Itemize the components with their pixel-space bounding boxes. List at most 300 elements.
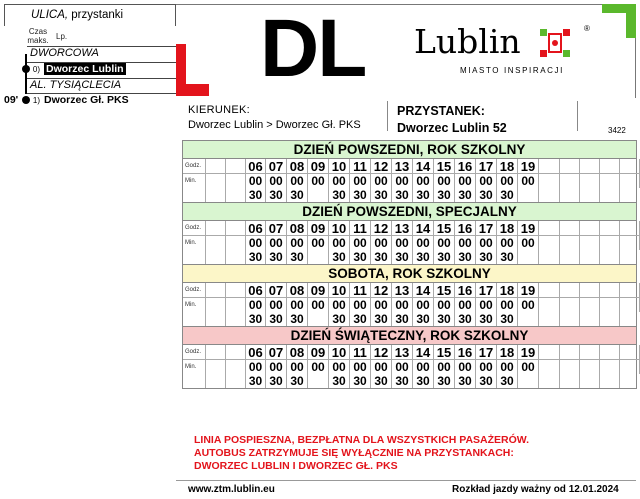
minute-cell: 30 xyxy=(287,374,308,388)
empty-cell xyxy=(539,236,560,250)
stop-label: PRZYSTANEK: xyxy=(397,104,485,118)
hour-cell: 12 xyxy=(371,345,392,360)
hour-cell: 13 xyxy=(392,159,413,174)
minute-cell: 00 xyxy=(371,298,392,312)
minute-cell: 00 xyxy=(308,174,329,188)
minute-cell: 30 xyxy=(371,188,392,202)
minute-cell: 00 xyxy=(476,174,497,188)
timetable-grid xyxy=(183,159,636,202)
minute-cell: 00 xyxy=(455,298,476,312)
empty-cell xyxy=(600,236,620,250)
empty-cell xyxy=(539,283,560,298)
validity-date: Rozkład jazdy ważny od 12.01.2024 xyxy=(452,484,619,495)
minute-cell: 30 xyxy=(497,374,518,388)
empty-cell xyxy=(226,188,246,202)
hour-cell: 06 xyxy=(246,283,266,298)
empty-cell xyxy=(183,250,206,264)
minute-cell: 00 xyxy=(350,298,371,312)
minute-cell: 00 xyxy=(266,360,287,374)
minute-cell: 30 xyxy=(350,250,371,264)
route-header-street: ULICA, xyxy=(31,9,69,21)
hour-cell: 09 xyxy=(308,345,329,360)
minute-cell: 00 xyxy=(434,360,455,374)
minute-cell: 00 xyxy=(476,298,497,312)
logo-subtitle: MIASTO INSPIRACJI xyxy=(460,66,564,75)
minute-cell: 00 xyxy=(518,360,539,374)
minute-cell: 00 xyxy=(287,298,308,312)
hour-cell: 12 xyxy=(371,159,392,174)
hour-cell: 17 xyxy=(476,345,497,360)
minute-cell: 30 xyxy=(455,374,476,388)
timetable-title: DZIEŃ ŚWIĄTECZNY, ROK SZKOLNY xyxy=(183,327,636,345)
empty-cell xyxy=(580,298,600,312)
minute-cell: 30 xyxy=(455,312,476,326)
empty-cell xyxy=(620,312,640,326)
minute-cell: 00 xyxy=(308,298,329,312)
lublin-logo xyxy=(414,22,594,80)
minute-cell: 00 xyxy=(413,236,434,250)
empty-cell xyxy=(560,360,580,374)
minute-cell: 00 xyxy=(476,360,497,374)
stop-name: Dworzec Gł. PKS xyxy=(44,94,129,106)
minute-cell: 00 xyxy=(371,360,392,374)
minute-cell: 30 xyxy=(392,250,413,264)
route-header-stops: przystanki xyxy=(71,9,124,21)
empty-cell xyxy=(600,250,620,264)
minute-cell: 00 xyxy=(350,236,371,250)
empty-cell xyxy=(206,298,226,312)
minutes-label: Min. xyxy=(183,298,206,312)
empty-cell xyxy=(600,312,620,326)
minute-cell: 00 xyxy=(455,236,476,250)
empty-cell xyxy=(539,159,560,174)
crest-icon xyxy=(538,28,572,58)
empty-cell xyxy=(580,374,600,388)
minute-cell: 00 xyxy=(518,174,539,188)
hours-label: Godz. xyxy=(183,221,206,236)
hour-cell: 06 xyxy=(246,159,266,174)
empty-cell xyxy=(580,159,600,174)
hour-cell: 13 xyxy=(392,221,413,236)
minute-cell: 00 xyxy=(266,298,287,312)
minute-cell: 30 xyxy=(329,374,350,388)
minute-cell xyxy=(308,250,329,264)
empty-cell xyxy=(206,283,226,298)
minute-cell: 00 xyxy=(329,298,350,312)
hour-cell: 19 xyxy=(518,221,539,236)
note-line: LINIA POSPIESZNA, BEZPŁATNA DLA WSZYSTKICH PASAŻERÓW. xyxy=(194,434,530,446)
hour-cell: 13 xyxy=(392,283,413,298)
empty-cell xyxy=(206,374,226,388)
hour-cell: 10 xyxy=(329,345,350,360)
minute-cell: 30 xyxy=(497,250,518,264)
minute-cell: 00 xyxy=(371,174,392,188)
empty-cell xyxy=(600,174,620,188)
minute-cell: 30 xyxy=(413,250,434,264)
hour-cell: 08 xyxy=(287,283,308,298)
hour-cell: 17 xyxy=(476,221,497,236)
minute-cell: 30 xyxy=(266,374,287,388)
hour-cell: 18 xyxy=(497,159,518,174)
hour-cell: 13 xyxy=(392,345,413,360)
empty-cell xyxy=(560,298,580,312)
street-name: AL. TYSIĄCLECIA xyxy=(30,79,122,91)
empty-cell xyxy=(560,188,580,202)
minute-cell: 00 xyxy=(266,174,287,188)
hour-cell: 08 xyxy=(287,221,308,236)
minute-cell: 00 xyxy=(287,360,308,374)
hour-cell: 16 xyxy=(455,345,476,360)
column-lp-label: Lp. xyxy=(56,32,68,41)
hour-cell: 12 xyxy=(371,221,392,236)
empty-cell xyxy=(620,159,640,174)
divider xyxy=(387,101,388,131)
minute-cell: 30 xyxy=(266,312,287,326)
website-link[interactable]: www.ztm.lublin.eu xyxy=(188,484,275,495)
street-name: DWORCOWA xyxy=(30,47,99,59)
empty-cell xyxy=(620,174,640,188)
empty-cell xyxy=(539,360,560,374)
minute-cell: 30 xyxy=(329,188,350,202)
minute-cell: 00 xyxy=(434,236,455,250)
logo-word: Lublin xyxy=(414,22,521,61)
minute-cell: 00 xyxy=(518,298,539,312)
minute-cell: 30 xyxy=(434,374,455,388)
timetable-grid xyxy=(183,345,636,388)
note-line: DWORZEC LUBLIN I DWORZEC GŁ. PKS xyxy=(194,460,398,472)
minute-cell: 30 xyxy=(392,312,413,326)
divider xyxy=(577,101,578,131)
empty-cell xyxy=(206,312,226,326)
minute-cell xyxy=(308,312,329,326)
minute-cell: 30 xyxy=(413,374,434,388)
minute-cell: 30 xyxy=(246,312,266,326)
minute-cell: 30 xyxy=(392,374,413,388)
hour-cell: 18 xyxy=(497,221,518,236)
empty-cell xyxy=(226,312,246,326)
stop-time: 09' xyxy=(4,94,19,106)
hour-cell: 10 xyxy=(329,221,350,236)
minute-cell: 30 xyxy=(434,312,455,326)
hour-cell: 09 xyxy=(308,283,329,298)
route-notes xyxy=(194,434,529,473)
line-number: DL xyxy=(260,3,366,94)
empty-cell xyxy=(560,345,580,360)
minute-cell: 30 xyxy=(246,188,266,202)
footer-divider xyxy=(176,480,636,481)
minute-cell xyxy=(308,188,329,202)
hour-cell: 16 xyxy=(455,283,476,298)
hour-cell: 16 xyxy=(455,159,476,174)
empty-cell xyxy=(620,298,640,312)
minutes-label: Min. xyxy=(183,236,206,250)
empty-cell xyxy=(226,345,246,360)
hour-cell: 11 xyxy=(350,221,371,236)
column-time-label-2: maks. xyxy=(27,36,49,45)
hour-cell: 06 xyxy=(246,221,266,236)
empty-cell xyxy=(600,221,620,236)
minute-cell: 00 xyxy=(266,236,287,250)
minute-cell xyxy=(518,374,539,388)
empty-cell xyxy=(580,221,600,236)
empty-cell xyxy=(620,374,640,388)
note-line: AUTOBUS ZATRZYMUJE SIĘ WYŁĄCZNIE NA PRZYSTANKACH: xyxy=(194,447,514,459)
minute-cell: 30 xyxy=(455,250,476,264)
empty-cell xyxy=(580,236,600,250)
minute-cell: 30 xyxy=(266,188,287,202)
minute-cell: 30 xyxy=(497,312,518,326)
hour-cell: 18 xyxy=(497,345,518,360)
hour-cell: 15 xyxy=(434,345,455,360)
minute-cell: 30 xyxy=(350,188,371,202)
empty-cell xyxy=(206,221,226,236)
minute-cell: 00 xyxy=(308,360,329,374)
minute-cell: 30 xyxy=(329,312,350,326)
minute-cell: 30 xyxy=(476,188,497,202)
minute-cell: 00 xyxy=(308,236,329,250)
minute-cell: 30 xyxy=(476,312,497,326)
empty-cell xyxy=(206,188,226,202)
minute-cell: 00 xyxy=(476,236,497,250)
empty-cell xyxy=(539,374,560,388)
empty-cell xyxy=(206,345,226,360)
route-panel xyxy=(4,4,176,108)
hour-cell: 14 xyxy=(413,345,434,360)
empty-cell xyxy=(226,374,246,388)
minute-cell: 30 xyxy=(287,312,308,326)
minute-cell: 30 xyxy=(329,250,350,264)
hour-cell: 07 xyxy=(266,283,287,298)
empty-cell xyxy=(183,188,206,202)
minute-cell: 00 xyxy=(350,360,371,374)
hour-cell: 14 xyxy=(413,283,434,298)
minute-cell: 30 xyxy=(287,250,308,264)
minute-cell: 30 xyxy=(392,188,413,202)
minute-cell: 00 xyxy=(413,174,434,188)
hour-cell: 09 xyxy=(308,221,329,236)
minute-cell: 30 xyxy=(413,312,434,326)
minute-cell: 00 xyxy=(350,174,371,188)
hour-cell: 08 xyxy=(287,159,308,174)
minute-cell: 30 xyxy=(434,188,455,202)
minute-cell: 00 xyxy=(287,174,308,188)
hour-cell: 11 xyxy=(350,283,371,298)
empty-cell xyxy=(539,174,560,188)
empty-cell xyxy=(600,188,620,202)
empty-cell xyxy=(206,159,226,174)
empty-cell xyxy=(539,221,560,236)
empty-cell xyxy=(580,283,600,298)
minute-cell: 00 xyxy=(246,174,266,188)
minutes-label: Min. xyxy=(183,360,206,374)
empty-cell xyxy=(620,236,640,250)
minute-cell: 00 xyxy=(497,298,518,312)
timetable-section xyxy=(182,202,637,264)
minute-cell: 30 xyxy=(266,250,287,264)
logo-registered-mark: ® xyxy=(584,24,590,33)
hours-label: Godz. xyxy=(183,283,206,298)
empty-cell xyxy=(600,159,620,174)
stop-name: Dworzec Lublin xyxy=(46,63,124,75)
empty-cell xyxy=(580,360,600,374)
minute-cell: 30 xyxy=(246,374,266,388)
empty-cell xyxy=(620,250,640,264)
minute-cell: 00 xyxy=(287,236,308,250)
empty-cell xyxy=(560,221,580,236)
empty-cell xyxy=(560,174,580,188)
hour-cell: 19 xyxy=(518,283,539,298)
column-time-label-1: Czas xyxy=(28,27,48,36)
route-stop[interactable] xyxy=(4,94,129,106)
timetable-grid xyxy=(183,283,636,326)
empty-cell xyxy=(206,360,226,374)
empty-cell xyxy=(226,360,246,374)
stop-lp: 1) xyxy=(32,96,40,105)
hour-cell: 17 xyxy=(476,159,497,174)
empty-cell xyxy=(539,188,560,202)
minute-cell: 30 xyxy=(287,188,308,202)
empty-cell xyxy=(206,236,226,250)
route-header xyxy=(4,4,176,26)
hour-cell: 07 xyxy=(266,221,287,236)
minute-cell: 00 xyxy=(455,174,476,188)
minute-cell: 30 xyxy=(413,188,434,202)
empty-cell xyxy=(620,188,640,202)
minute-cell: 00 xyxy=(518,236,539,250)
hours-label: Godz. xyxy=(183,159,206,174)
stop-code: 3422 xyxy=(608,126,626,135)
hour-cell: 17 xyxy=(476,283,497,298)
hour-cell: 18 xyxy=(497,283,518,298)
empty-cell xyxy=(620,221,640,236)
hour-cell: 14 xyxy=(413,159,434,174)
minute-cell: 00 xyxy=(329,360,350,374)
direction-value: Dworzec Lublin > Dworzec Gł. PKS xyxy=(188,119,361,131)
minute-cell: 00 xyxy=(246,360,266,374)
hour-cell: 12 xyxy=(371,283,392,298)
minute-cell: 30 xyxy=(476,374,497,388)
timetable-grid xyxy=(183,221,636,264)
empty-cell xyxy=(560,283,580,298)
hour-cell: 11 xyxy=(350,345,371,360)
minute-cell: 00 xyxy=(329,174,350,188)
minute-cell: 00 xyxy=(246,236,266,250)
minute-cell: 30 xyxy=(350,312,371,326)
direction-label: KIERUNEK: xyxy=(188,104,250,116)
hour-cell: 15 xyxy=(434,159,455,174)
stop-value: Dworzec Lublin 52 xyxy=(397,121,507,135)
hour-cell: 15 xyxy=(434,221,455,236)
hour-cell: 19 xyxy=(518,159,539,174)
hour-cell: 14 xyxy=(413,221,434,236)
empty-cell xyxy=(539,250,560,264)
minute-cell: 30 xyxy=(497,188,518,202)
minute-cell: 00 xyxy=(392,236,413,250)
empty-cell xyxy=(226,250,246,264)
empty-cell xyxy=(560,312,580,326)
hour-cell: 06 xyxy=(246,345,266,360)
minute-cell: 00 xyxy=(392,298,413,312)
empty-cell xyxy=(560,159,580,174)
minute-cell: 30 xyxy=(476,250,497,264)
minute-cell xyxy=(518,188,539,202)
route-stop-current[interactable] xyxy=(4,63,126,75)
green-corner-mark xyxy=(602,4,636,38)
column-time-label xyxy=(26,27,50,45)
empty-cell xyxy=(206,174,226,188)
empty-cell xyxy=(620,345,640,360)
hour-cell: 15 xyxy=(434,283,455,298)
empty-cell xyxy=(560,236,580,250)
minute-cell: 00 xyxy=(455,360,476,374)
empty-cell xyxy=(600,345,620,360)
minute-cell: 30 xyxy=(371,312,392,326)
minute-cell: 00 xyxy=(434,174,455,188)
minute-cell xyxy=(518,250,539,264)
empty-cell xyxy=(183,374,206,388)
empty-cell xyxy=(600,360,620,374)
empty-cell xyxy=(183,312,206,326)
minute-cell: 30 xyxy=(350,374,371,388)
empty-cell xyxy=(580,345,600,360)
minute-cell: 00 xyxy=(246,298,266,312)
timetables xyxy=(182,140,637,389)
empty-cell xyxy=(226,283,246,298)
empty-cell xyxy=(226,174,246,188)
minute-cell xyxy=(308,374,329,388)
empty-cell xyxy=(600,283,620,298)
stop-lp: 0) xyxy=(32,65,40,74)
hour-cell: 09 xyxy=(308,159,329,174)
minute-cell: 30 xyxy=(371,250,392,264)
empty-cell xyxy=(600,374,620,388)
minute-cell: 00 xyxy=(392,174,413,188)
minute-cell: 00 xyxy=(392,360,413,374)
hour-cell: 10 xyxy=(329,159,350,174)
empty-cell xyxy=(539,312,560,326)
empty-cell xyxy=(620,283,640,298)
minute-cell: 00 xyxy=(371,236,392,250)
hour-cell: 10 xyxy=(329,283,350,298)
timetable-section xyxy=(182,264,637,326)
empty-cell xyxy=(580,312,600,326)
empty-cell xyxy=(539,298,560,312)
minute-cell: 30 xyxy=(434,250,455,264)
empty-cell xyxy=(226,236,246,250)
minute-cell: 00 xyxy=(497,360,518,374)
empty-cell xyxy=(226,298,246,312)
empty-cell xyxy=(580,188,600,202)
hours-label: Godz. xyxy=(183,345,206,360)
timetable-title: DZIEŃ POWSZEDNI, SPECJALNY xyxy=(183,203,636,221)
minute-cell: 30 xyxy=(246,250,266,264)
hour-cell: 19 xyxy=(518,345,539,360)
empty-cell xyxy=(580,174,600,188)
minute-cell: 00 xyxy=(329,236,350,250)
empty-cell xyxy=(620,360,640,374)
hour-cell: 07 xyxy=(266,345,287,360)
minute-cell xyxy=(518,312,539,326)
minute-cell: 00 xyxy=(497,236,518,250)
minute-cell: 00 xyxy=(413,298,434,312)
hour-cell: 16 xyxy=(455,221,476,236)
minute-cell: 00 xyxy=(413,360,434,374)
empty-cell xyxy=(560,250,580,264)
minute-cell: 00 xyxy=(497,174,518,188)
hour-cell: 08 xyxy=(287,345,308,360)
minute-cell: 00 xyxy=(434,298,455,312)
empty-cell xyxy=(600,298,620,312)
